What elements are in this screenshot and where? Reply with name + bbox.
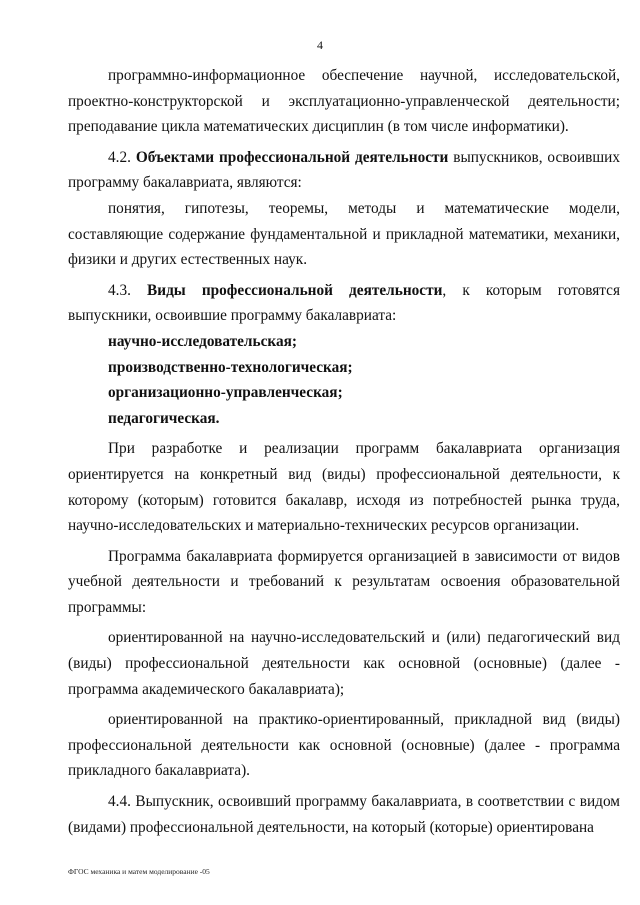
section-4-2-rest: выпускников, освоивших программу бакалавриата, являются: bbox=[68, 148, 621, 192]
activity-type-4 bbox=[68, 406, 620, 432]
section-4-3-number: 4.3. bbox=[108, 281, 131, 299]
paragraph-applied: ориентированной на практико-ориентированный, прикладной вид (виды) профессиональной деятельности как основной (основные) (далее - программа прикладного бакалавриата). bbox=[68, 711, 620, 780]
section-4-2-bold-term: Объектами профессиональной деятельности bbox=[135, 148, 449, 166]
section-4-2-number: 4.2. bbox=[108, 148, 131, 166]
paragraph-formation: Программа бакалавриата формируется организацией в зависимости от видов учебной деятельности и требований к результатам освоения образовательной программы: bbox=[68, 547, 620, 616]
page-number: 4 bbox=[317, 38, 323, 52]
activity-type-1-text: научно-исследовательская; bbox=[108, 332, 297, 350]
document-body bbox=[68, 63, 620, 840]
activity-type-1 bbox=[68, 329, 620, 355]
section-4-3-bold-term: Виды профессиональной деятельности bbox=[147, 281, 443, 299]
activity-type-2 bbox=[68, 355, 620, 381]
footer-note: ФГОС механика и матем моделирование -05 bbox=[68, 867, 210, 876]
activity-type-2-text: производственно-технологическая; bbox=[108, 358, 353, 376]
activity-type-3 bbox=[68, 380, 620, 406]
section-4-3-heading bbox=[68, 278, 620, 329]
section-4-2-heading bbox=[68, 145, 620, 196]
paragraph-academic: ориентированной на научно-исследовательский и (или) педагогический вид (виды) профессиональной деятельности как основной (основные) (далее - программа академического бакалавриата); bbox=[68, 629, 620, 698]
paragraph-development: При разработке и реализации программ бакалавриата организация ориентируется на конкретный вид (виды) профессиональной деятельности, к которому (которым) готовится бакалавр, исходя из потребностей рынка труда, научно-исследовательских и материально-технических ресурсов организации. bbox=[68, 440, 620, 535]
activity-type-4-text: педагогическая. bbox=[108, 409, 220, 427]
section-4-4: 4.4. Выпускник, освоивший программу бакалавриата, в соответствии с видом (видами) профессиональной деятельности, на который (которые) ориентирована bbox=[68, 793, 620, 836]
section-4-2-body: понятия, гипотезы, теоремы, методы и математические модели, составляющие содержание фундаментальной и прикладной математики, механики, физики и других естественных наук. bbox=[68, 199, 620, 269]
activity-type-3-text: организационно-управленческая; bbox=[108, 384, 343, 402]
section-4-3-rest: , к которым готовятся выпускники, освоившие программу бакалавриата: bbox=[68, 281, 620, 325]
paragraph-activity-areas: программно-информационное обеспечение научной, исследовательской, проектно-конструкторской и эксплуатационно-управленческой деятельности; преподавание цикла математических дисциплин (в том числе информатики). bbox=[68, 67, 620, 136]
